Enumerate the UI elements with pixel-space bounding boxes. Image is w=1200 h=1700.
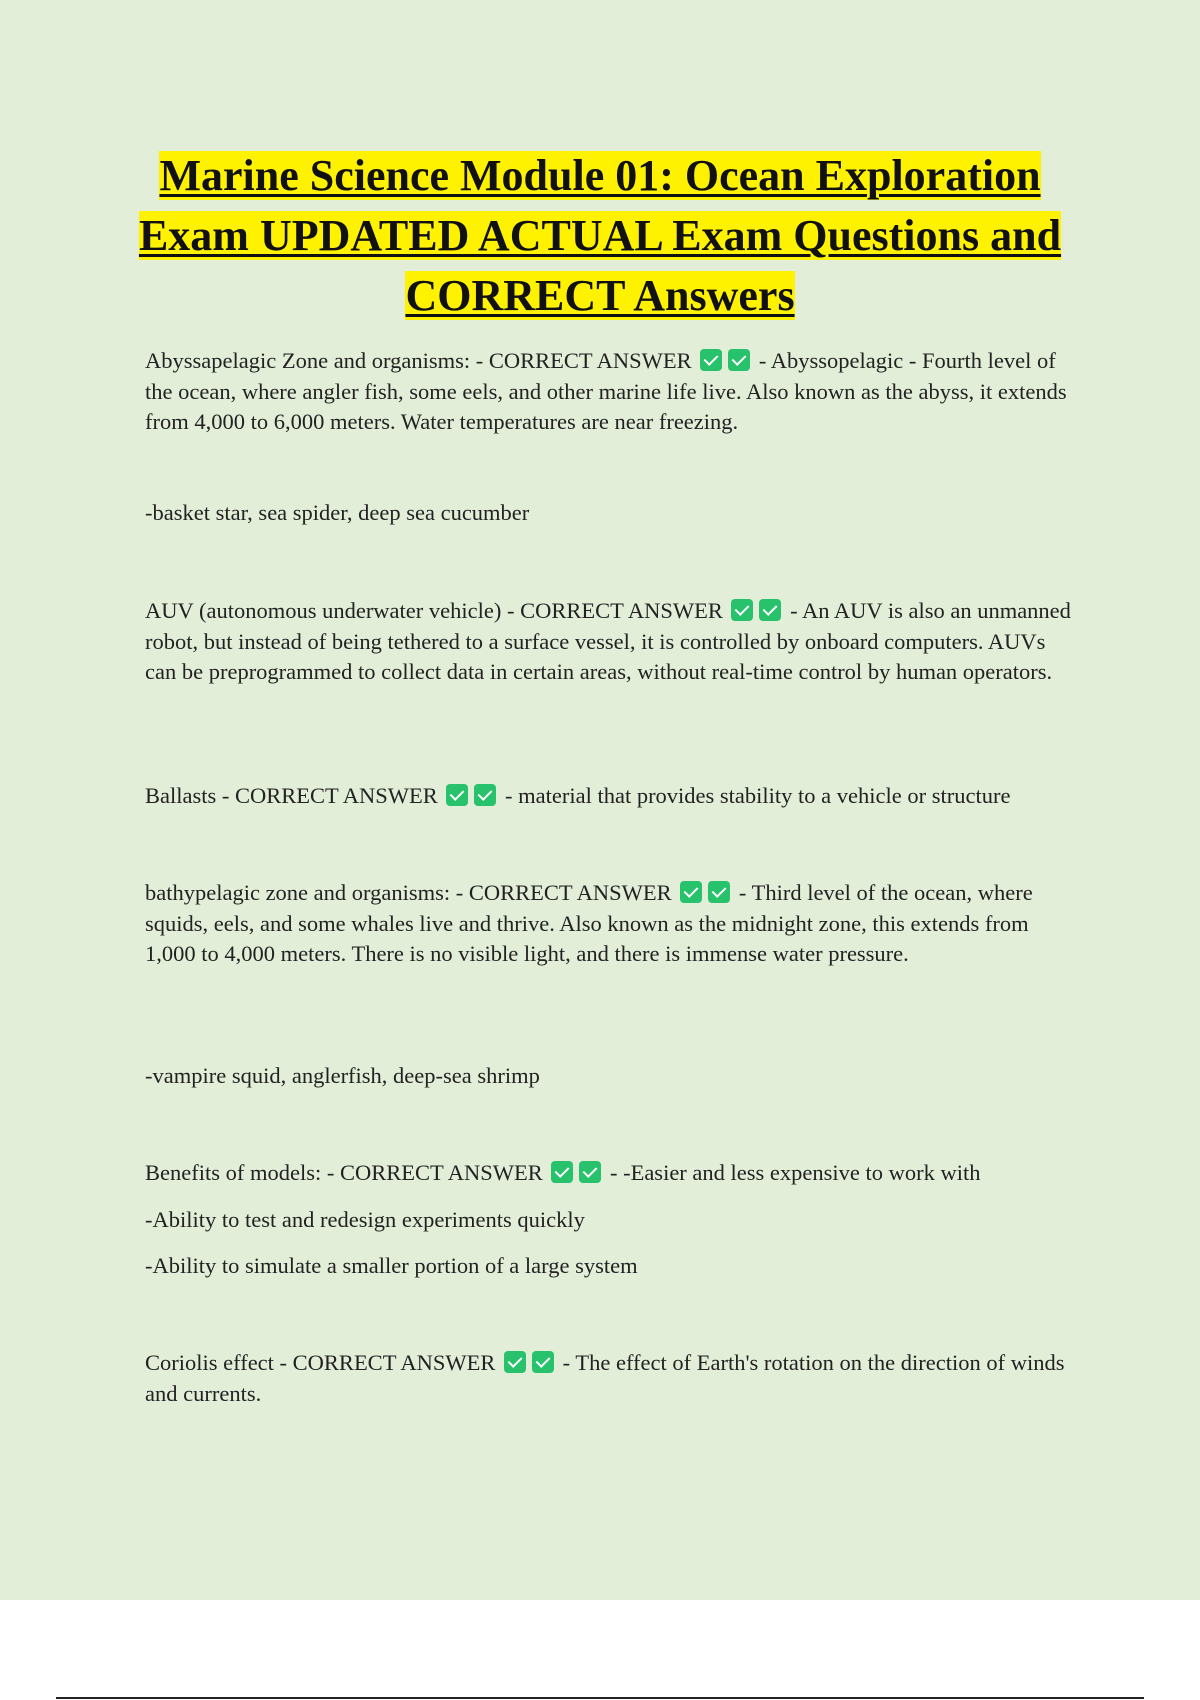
entry-bathypelagic: [145, 878, 1075, 970]
check-icon: [579, 1161, 601, 1183]
entry-benefits-of-models: [145, 1158, 1075, 1189]
check-icon: [680, 881, 702, 903]
check-icon: [700, 349, 722, 371]
entry-term: Coriolis effect -: [145, 1350, 293, 1375]
check-icon: [446, 784, 468, 806]
entry-term: Abyssapelagic Zone and organisms: -: [145, 348, 489, 373]
correct-answer-label: CORRECT ANSWER: [488, 348, 692, 373]
check-icon: [731, 599, 753, 621]
entry-answer: - Abyssopelagic - Fourth level of the ocean, where angler fish, some eels, and other marine life live. Also known as the abyss, it extends from 4,000 to 6,000 meters. Water temperatures are near freezing.: [145, 348, 1067, 434]
correct-answer-label: CORRECT ANSWER: [235, 783, 438, 808]
check-icon: [532, 1351, 554, 1373]
title-highlight: Marine Science Module 01: Ocean Exploration Exam UPDATED ACTUAL Exam Questions and CORRECT Answers: [138, 151, 1062, 320]
check-icon: [551, 1161, 573, 1183]
correct-answer-label: CORRECT ANSWER: [520, 598, 723, 623]
entry-text: -vampire squid, anglerfish, deep-sea shrimp: [145, 1063, 540, 1088]
entry-answer: - -Easier and less expensive to work with: [609, 1160, 981, 1185]
check-icon: [728, 349, 750, 371]
entry-benefit-item: [145, 1205, 1075, 1236]
entry-coriolis-effect: [145, 1348, 1075, 1409]
entry-auv: [145, 596, 1075, 688]
entry-abyssopelagic: [145, 346, 1075, 438]
check-icon: [474, 784, 496, 806]
entry-text: -basket star, sea spider, deep sea cucumber: [145, 500, 530, 525]
entry-term: Ballasts -: [145, 783, 235, 808]
entry-answer: - material that provides stability to a vehicle or structure: [505, 783, 1011, 808]
entry-ballasts: [145, 781, 1075, 812]
check-icon: [759, 599, 781, 621]
entry-answer: - The effect of Earth's rotation on the direction of winds and currents.: [145, 1350, 1065, 1406]
entry-text: -Ability to simulate a smaller portion of a large system: [145, 1253, 638, 1278]
entry-answer: - Third level of the ocean, where squids, eels, and some whales live and thrive. Also known as the midnight zone, this extends from 1,000 to 4,000 meters. There is no visible light, and there is immense water pressure.: [145, 880, 1033, 966]
correct-answer-label: CORRECT ANSWER: [468, 880, 672, 905]
check-icon: [504, 1351, 526, 1373]
footer-divider: [56, 1697, 1144, 1699]
entry-answer: - An AUV is also an unmanned robot, but instead of being tethered to a surface vessel, it is controlled by onboard computers. AUVs can be preprogrammed to collect data in certain areas, without real-time control by human operators.: [145, 598, 1071, 684]
check-icon: [708, 881, 730, 903]
entry-abyssopelagic-organisms: [145, 498, 1075, 529]
entry-term: AUV (autonomous underwater vehicle) -: [145, 598, 521, 623]
entry-term: bathypelagic zone and organisms: -: [145, 880, 469, 905]
entry-text: -Ability to test and redesign experiments quickly: [145, 1207, 585, 1232]
entry-term: Benefits of models: -: [145, 1160, 340, 1185]
entry-bathypelagic-organisms: [145, 1061, 1075, 1092]
entry-benefit-item: [145, 1251, 1075, 1282]
correct-answer-label: CORRECT ANSWER: [292, 1350, 496, 1375]
document-title: [100, 146, 1100, 326]
correct-answer-label: CORRECT ANSWER: [339, 1160, 543, 1185]
